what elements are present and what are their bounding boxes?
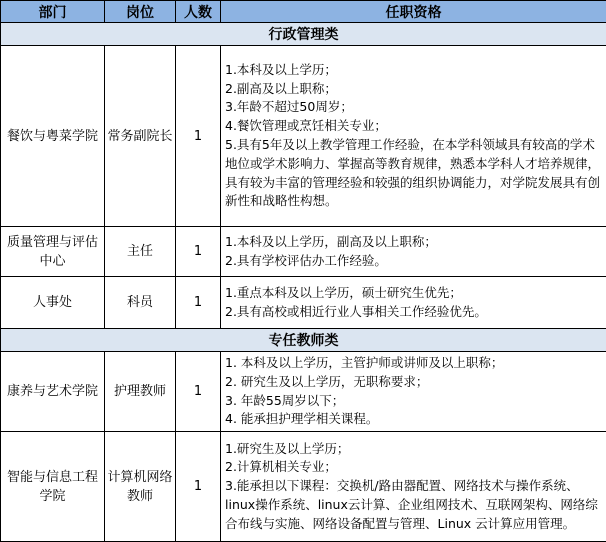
requirement-line: 1. 本科及以上学历，主管护师或讲师及以上职称； (225, 354, 602, 373)
requirement-line: 1.重点本科及以上学历，硕士研究生优先； (225, 284, 602, 303)
section-row (1, 23, 606, 46)
header-count: 人数 (176, 1, 221, 23)
requirement-line: 1.本科及以上学历，副高及以上职称； (225, 233, 602, 252)
table-row (1, 277, 606, 329)
section-title: 行政管理类 (1, 23, 606, 46)
header-dept: 部门 (1, 1, 105, 23)
requirement-line: 5.具有5年及以上教学管理工作经验，在本学科领域具有较高的学术地位或学术影响力、掌握高等教育规律，熟悉本学科人才培养规律，具有较为丰富的管理经验和较强的组织协调能力，对学院发展具有创新性和战略性构想。 (225, 136, 602, 211)
requirement-line: 2.具有高校或相近行业人事相关工作经验优先。 (225, 303, 602, 322)
count-cell: 1 (176, 46, 221, 227)
requirement-line: 1.本科及以上学历； (225, 61, 602, 80)
header-requirements: 任职资格 (221, 1, 606, 23)
dept-cell: 人事处 (1, 277, 105, 329)
requirements-cell (221, 432, 606, 542)
count-cell: 1 (176, 432, 221, 542)
requirement-line: 1.研究生及以上学历； (225, 440, 602, 459)
requirement-line: 3.年龄不超过50周岁； (225, 98, 602, 117)
dept-cell: 餐饮与粤菜学院 (1, 46, 105, 227)
count-cell: 1 (176, 277, 221, 329)
count-cell: 1 (176, 352, 221, 432)
requirement-line: 3.能承担以下课程：交换机/路由器配置、网络技术与操作系统、linux操作系统、linux云计算、企业组网技术、互联网架构、网络综合布线与实施、网络设备配置与管理、Linux 云计算应用管理。 (225, 477, 602, 533)
table-row (1, 432, 606, 542)
requirement-line: 3. 年龄55周岁以下； (225, 392, 602, 411)
requirements-cell (221, 46, 606, 227)
section-title: 专任教师类 (1, 329, 606, 352)
dept-cell: 质量管理与评估中心 (1, 227, 105, 277)
position-cell: 护理教师 (105, 352, 176, 432)
position-cell: 计算机网络教师 (105, 432, 176, 542)
requirement-line: 4.餐饮管理或烹饪相关专业； (225, 117, 602, 136)
count-cell: 1 (176, 227, 221, 277)
requirement-line: 2.副高及以上职称； (225, 80, 602, 99)
dept-cell: 康养与艺术学院 (1, 352, 105, 432)
requirement-line: 2.计算机相关专业； (225, 458, 602, 477)
header-row (1, 1, 606, 23)
dept-cell: 智能与信息工程学院 (1, 432, 105, 542)
requirement-line: 2. 研究生及以上学历，无职称要求； (225, 373, 602, 392)
requirements-cell (221, 227, 606, 277)
table-row (1, 46, 606, 227)
requirement-line: 2.具有学校评估办工作经验。 (225, 252, 602, 271)
position-cell: 主任 (105, 227, 176, 277)
position-cell: 科员 (105, 277, 176, 329)
table-row (1, 227, 606, 277)
header-position: 岗位 (105, 1, 176, 23)
position-cell: 常务副院长 (105, 46, 176, 227)
section-row (1, 329, 606, 352)
requirements-cell (221, 352, 606, 432)
table-row (1, 352, 606, 432)
requirement-line: 4. 能承担护理学相关课程。 (225, 410, 602, 429)
requirements-cell (221, 277, 606, 329)
